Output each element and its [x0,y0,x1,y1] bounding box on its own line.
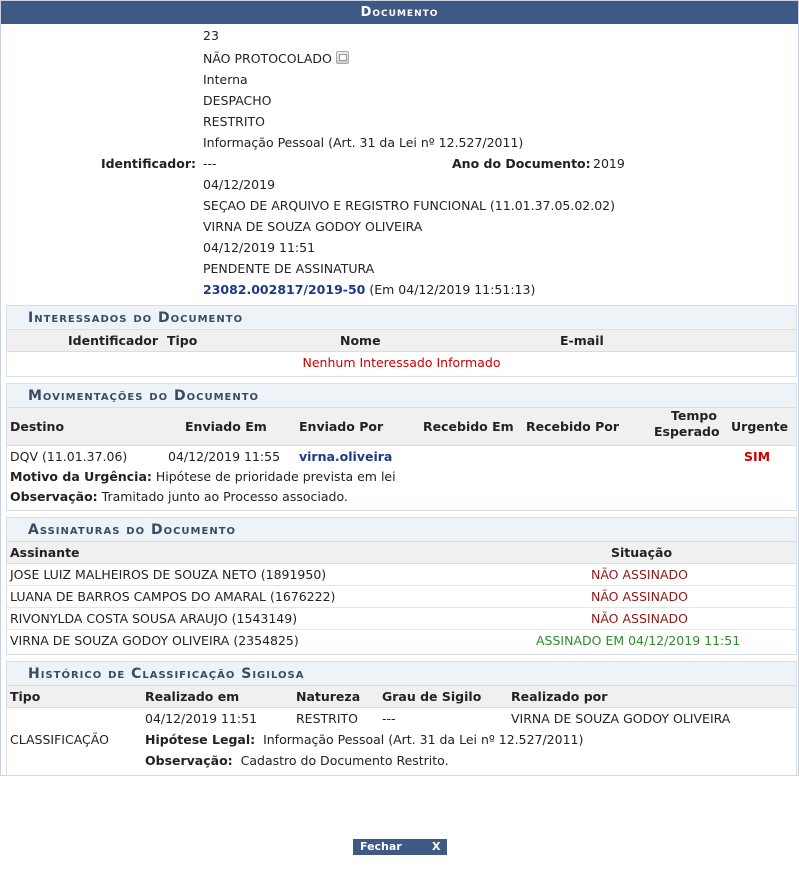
assinaturas-section [6,517,797,655]
urgente-badge: SIM [744,449,771,464]
print-icon[interactable] [336,51,349,64]
historico-section [6,661,797,776]
historico-title: Histórico de Classificação Sigilosa [7,662,796,686]
historico-row: CLASSIFICAÇÃO 04/12/2019 11:51 RESTRITO --- VIRNA DE SOUZA GODOY OLIVEIRA Hipótese Legal: Informação Pessoal (Art. 31 da Lei nº 12.527/2011) Observação: Cadastro do Documento Restrito. [10,711,731,768]
close-button[interactable]: Fechar X [353,839,447,855]
movimentacoes-section [6,383,797,511]
assinaturas-header: Assinante Situação [7,542,796,564]
movimentacoes-header: Destino Enviado Em Enviado Por Recebido Em Recebido Por Tempo Esperado Urgente [7,408,796,446]
field-identificador: Identificador: --- Ano do Documento: 2019 [100,156,625,171]
page-title: Documento [1,1,798,24]
motivo-urgencia: Motivo da Urgência: Hipótese de prioridade prevista em lei [10,469,396,484]
assinatura-row: JOSE LUIZ MALHEIROS DE SOUZA NETO (1891950) NÃO ASSINADO [7,564,796,586]
enviado-por-link[interactable]: virna.oliveira [299,449,393,464]
assinatura-row: RIVONYLDA COSTA SOUSA ARAUJO (1543149) NÃO ASSINADO [7,608,796,630]
movimentacao-observacao: Observação: Tramitado junto ao Processo associado. [10,489,348,504]
processo-link[interactable]: 23082.002817/2019-50 [203,282,366,297]
assinaturas-title: Assinaturas do Documento [7,518,796,542]
interessados-header: Identificador Tipo Nome E-mail [7,330,796,352]
interessados-title: Interessados do Documento [7,306,796,330]
movimentacao-row: DQV (11.01.37.06) 04/12/2019 11:55 virna.oliveira SIM [7,446,796,467]
interessados-section [6,305,797,377]
document-panel: Documento 23 NÃO PROTOCOLADO Interna DESPACHO RESTRITO Informação Pessoal (Art. 31 da Lei nº 12.527/2011) Identificador: --- Ano do Documento: 2019 04/12/2019 SEÇAO DE ARQUIVO E REGISTRO FUNCIONAL (11.01.37.05.02.02) VIRNA DE SOUZA GODOY OLIVEIRA 04/12/2019 11:51 PENDENTE DE ASSINATURA 23082.002817/2019-50 (Em 04/12/2019 11:51:13) Interessados do Documento Identificador Tipo Nome E-mail Nenhum Interessado Informado Movimentações do Documento Destino Enviado Em Enviado Por Recebido Em Recebido Por Tempo Esperado Urgente DQV (11.01.37.06) 04/12/2019 11:55 virna.oliveira SIM Motivo da Urgência: Hipótese de prioridade prevista em lei Observação: Tramitado junto ao Processo associado. Assinaturas do Documento Assinante Situação JOSE LUIZ MALHEIROS DE SOUZA NETO (1891950) NÃO ASSINADO LUANA DE BARROS CAMPOS DO AMARAL (1676222) NÃO ASSINADO RIVONYLDA COSTA SOUSA ARAUJO (1543149) NÃO ASSINADO VIRNA DE SOUZA GODOY OLIVEIRA (2354825) ASSINADO EM 04/12/2019 11:51 Histórico de Classificação Sigilosa Tipo Realizado em Natureza Grau de Sigilo Realizado por CLASSIFICAÇÃO 04/12/2019 11:51 RESTRITO --- VIRNA DE SOUZA GODOY OLIVEIRA Hipótese Legal: Informação Pessoal (Art. 31 da Lei nº 12.527/2011) Observação: Cadastro do Documento Restrito. [0,0,799,776]
interessados-empty: Nenhum Interessado Informado [302,355,501,370]
historico-header: Tipo Realizado em Natureza Grau de Sigilo Realizado por [7,686,796,708]
movimentacoes-title: Movimentações do Documento [7,384,796,408]
assinatura-row: LUANA DE BARROS CAMPOS DO AMARAL (1676222) NÃO ASSINADO [7,586,796,608]
close-icon: X [432,840,441,853]
assinatura-row: VIRNA DE SOUZA GODOY OLIVEIRA (2354825) ASSINADO EM 04/12/2019 11:51 [10,633,741,648]
